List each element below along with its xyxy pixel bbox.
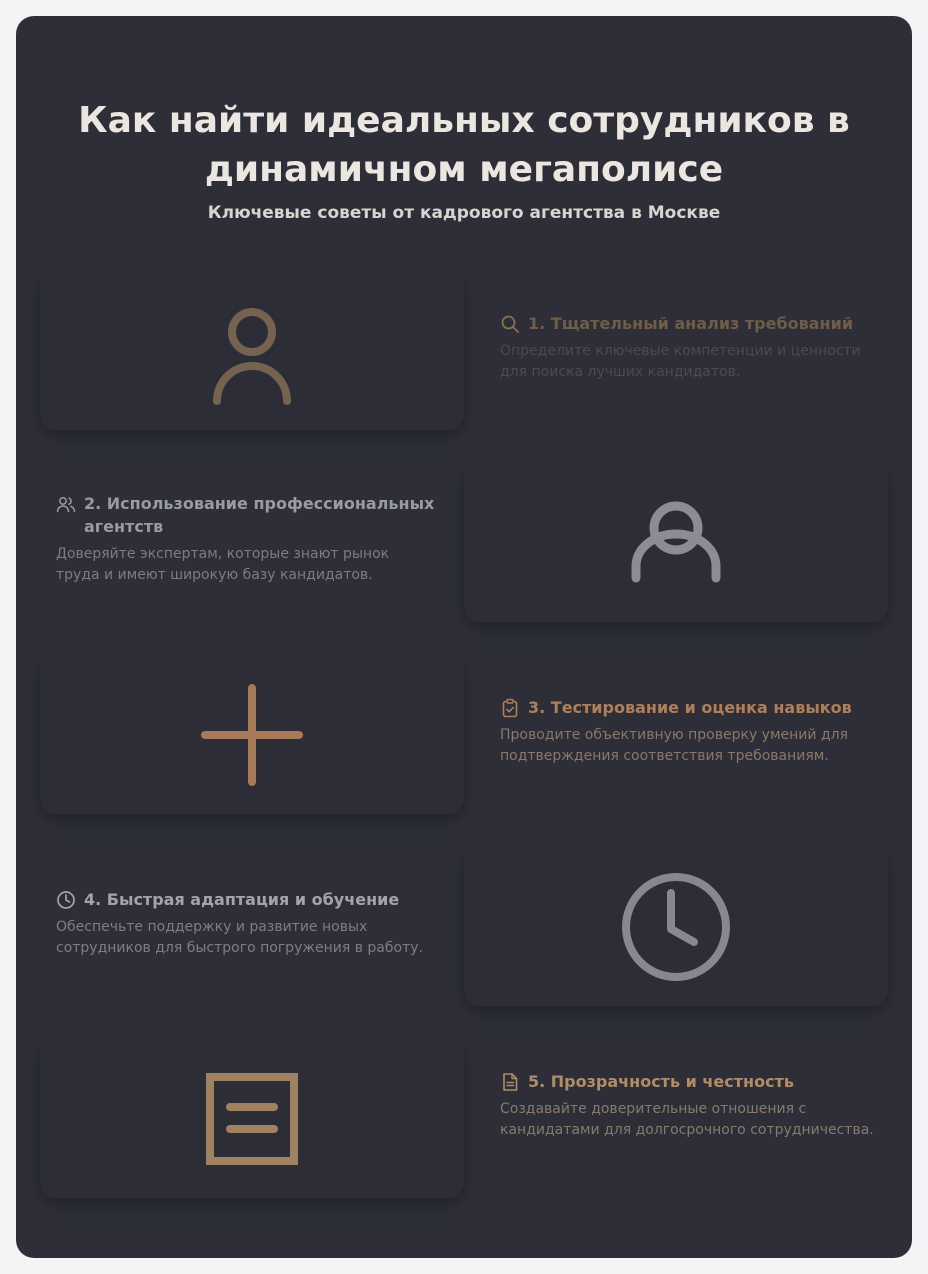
document-icon — [202, 1069, 302, 1169]
step-2-description: Доверяйте экспертам, которые знают рынок труда и имеют широкую базу кандидатов. — [56, 546, 390, 583]
step-2-title: 2. Использование профессиональных агентств — [84, 494, 435, 536]
page-subtitle: Ключевые советы от кадрового агентства в Москве — [207, 203, 721, 223]
plus-icon — [197, 680, 307, 790]
clipboard-check-icon — [500, 698, 520, 718]
step-3 — [500, 696, 880, 767]
step-5-description: Создавайте доверительные отношения с кандидатами для долгосрочного сотрудничества. — [500, 1101, 874, 1138]
step-3-illustration — [40, 656, 464, 814]
step-1 — [500, 312, 880, 383]
step-2 — [56, 492, 436, 586]
users-icon — [56, 494, 76, 514]
step-5-title: 5. Прозрачность и честность — [528, 1072, 794, 1091]
step-4-title: 4. Быстрая адаптация и обучение — [84, 890, 400, 909]
search-icon — [500, 314, 520, 334]
step-5 — [500, 1070, 880, 1141]
page-title: Как найти идеальных сотрудников в динамичном мегаполисе — [78, 100, 850, 190]
step-3-title: 3. Тестирование и оценка навыков — [528, 698, 852, 717]
user-icon — [207, 296, 297, 406]
file-text-icon — [500, 1072, 520, 1092]
step-1-illustration — [40, 272, 464, 430]
step-1-title: 1. Тщательный анализ требований — [528, 314, 854, 333]
clock-icon — [56, 890, 76, 910]
step-5-illustration — [40, 1040, 464, 1198]
infographic-card — [16, 16, 912, 1258]
step-1-description: Определите ключевые компетенции и ценности для поиска лучших кандидатов. — [500, 343, 861, 380]
step-4-illustration — [464, 848, 888, 1006]
clock-icon — [618, 869, 734, 985]
step-3-description: Проводите объективную проверку умений для подтверждения соответствия требованиям. — [500, 727, 848, 764]
step-2-illustration — [464, 464, 888, 622]
step-4-description: Обеспечьте поддержку и развитие новых сотрудников для быстрого погружения в работу. — [56, 919, 423, 956]
user-circle-icon — [626, 498, 726, 588]
step-4 — [56, 888, 436, 959]
